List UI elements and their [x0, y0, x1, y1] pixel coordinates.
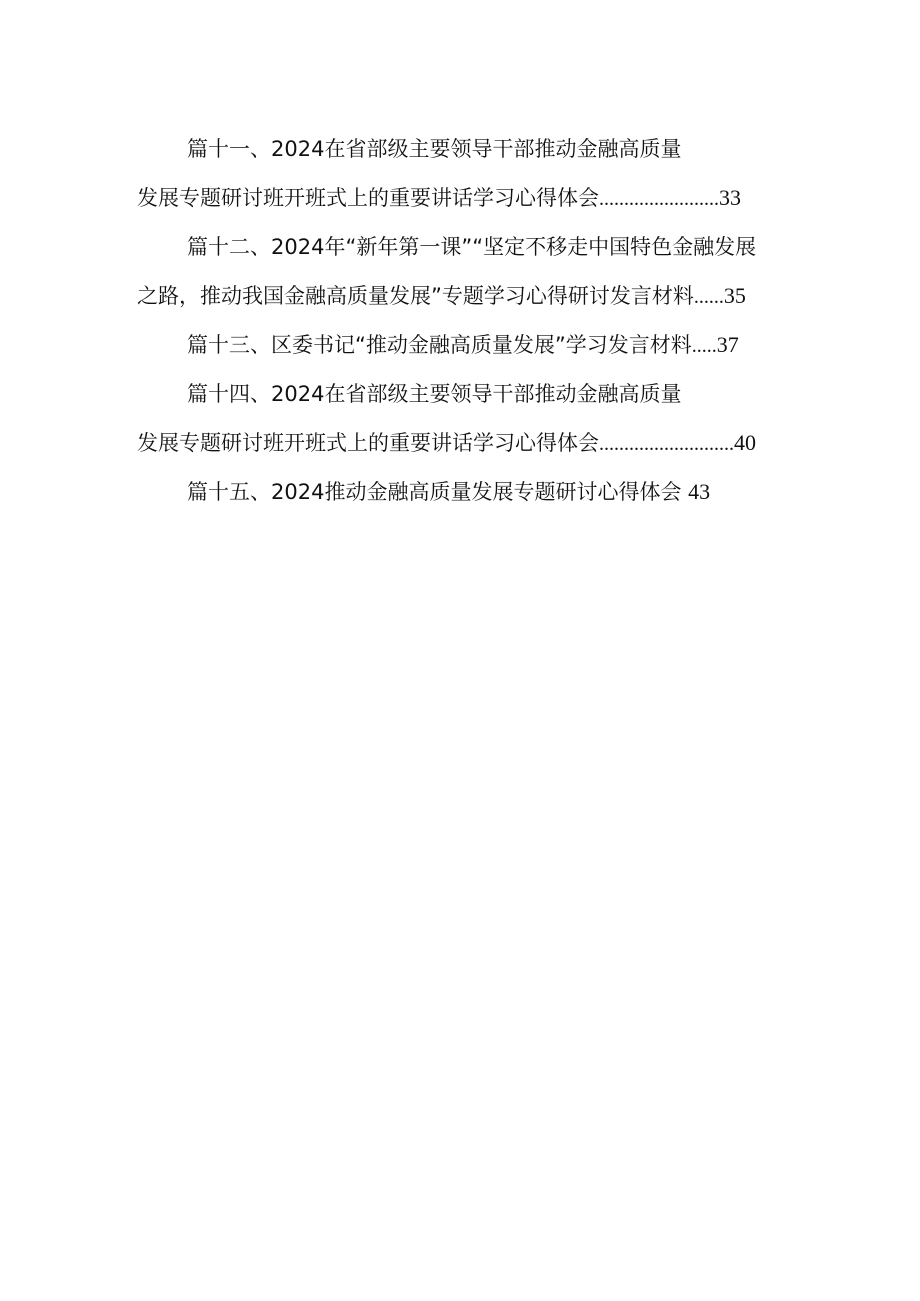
- toc-entry-12-title-part-2: 之路，推动我国金融高质量发展”专题学习心得研讨发言材料: [137, 284, 694, 308]
- toc-entry-11-leader-dots: ........................: [599, 188, 719, 210]
- toc-entry-14-page-number: 40: [734, 430, 756, 455]
- toc-entry-14-leader-dots: ...........................: [599, 433, 734, 455]
- toc-entry-14-title-part-1: 篇十四、2024在省部级主要领导干部推动金融高质量: [187, 382, 682, 406]
- toc-entry-12-leader-dots: ......: [693, 286, 724, 308]
- toc-entry-14-line-1: [187, 379, 681, 409]
- toc-entry-13-title: 篇十三、区委书记“推动金融高质量发展”学习发言材料: [187, 333, 692, 357]
- toc-entry-12-page-number: 35: [723, 283, 746, 308]
- toc-entry-14-line-2: [137, 428, 756, 459]
- toc-entry-15-page-number: 43: [688, 479, 711, 504]
- toc-entry-12-line-1: [187, 232, 756, 262]
- toc-entry-15-line-1: [187, 477, 710, 507]
- toc-entry-11-page-number: 33: [719, 185, 741, 210]
- toc-entry-15-title: 篇十五、2024推动金融高质量发展专题研讨心得体会: [187, 480, 682, 504]
- toc-entry-11-line-1: [187, 134, 681, 164]
- toc-entry-12-title-part-1: 篇十二、2024年“新年第一课”“坚定不移走中国特色金融发展: [187, 235, 757, 259]
- toc-entry-11-line-2: [137, 183, 741, 214]
- toc-entry-13-page-number: 37: [716, 332, 739, 357]
- toc-entry-11-title-part-2: 发展专题研讨班开班式上的重要讲话学习心得体会: [137, 186, 599, 210]
- toc-entry-11-title-part-1: 篇十一、2024在省部级主要领导干部推动金融高质量: [187, 137, 682, 161]
- toc-entry-14-title-part-2: 发展专题研讨班开班式上的重要讲话学习心得体会: [137, 431, 599, 455]
- toc-entry-12-line-2: [137, 281, 746, 312]
- toc-entry-13-leader-dots: .....: [691, 335, 717, 357]
- toc-entry-13-line-1: [187, 330, 739, 361]
